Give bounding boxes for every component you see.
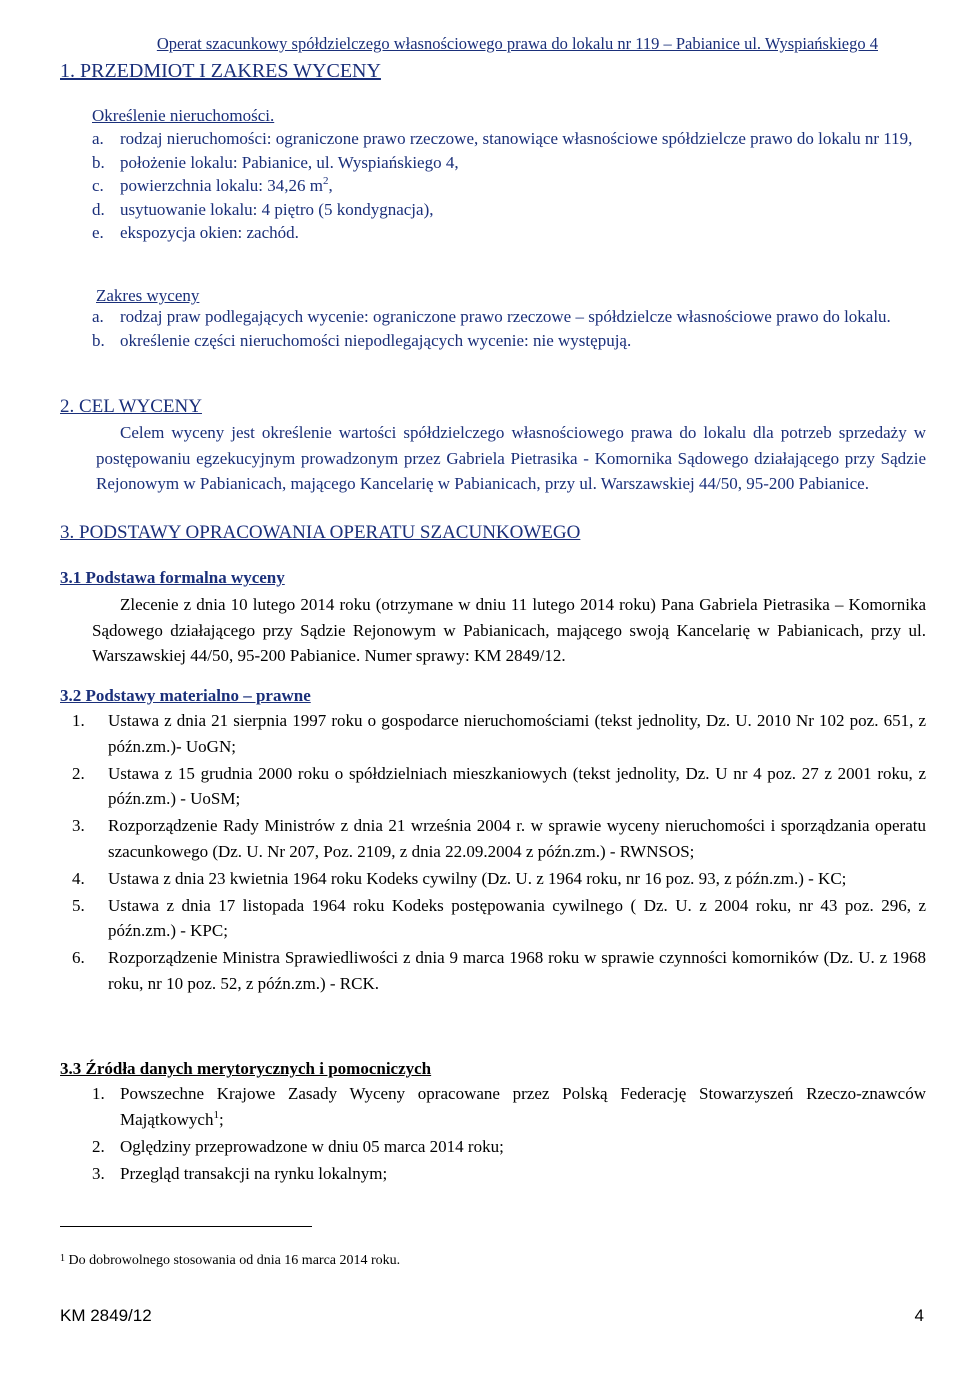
footnote: $^1$ Do dobrowolnego stosowania od dnia 16 marca 2014 roku. bbox=[60, 1253, 401, 1268]
section-3-title: 3. PODSTAWY OPRACOWANIA OPERATU SZACUNKOWEGO bbox=[60, 522, 581, 543]
scope-heading: Zakres wyceny bbox=[96, 286, 200, 305]
s32-heading: 3.2 Podstawy materialno – prawne bbox=[60, 686, 311, 705]
footnote-marker: 1 bbox=[60, 1253, 65, 1264]
list-item: 1. Powszechne Krajowe Zasady Wyceny opracowane przez Polską Federację Stowarzyszeń Rzeczo-znawców Majątkowych$^1$; bbox=[120, 1081, 926, 1132]
s33-heading: 3.3 Źródła danych merytorycznych i pomocniczych bbox=[60, 1059, 432, 1078]
list-item: b. położenie lokalu: Pabianice, ul. Wyspiańskiego 4, bbox=[120, 151, 926, 175]
s31-heading: 3.1 Podstawa formalna wyceny bbox=[60, 568, 285, 587]
footnote-ref: 1 bbox=[213, 1108, 219, 1121]
list-marker: 1. bbox=[92, 1084, 105, 1103]
list-marker: 2. bbox=[72, 763, 85, 783]
list-item: 6. Rozporządzenie Ministra Sprawiedliwości z dnia 9 marca 1968 roku w sprawie czynności komorników (Dz. U. z 1968 roku, nr 10 poz. 52, z późn.zm.) - RCK. bbox=[108, 945, 926, 996]
list-item: b. określenie części nieruchomości niepodlegających wycenie: nie występują. bbox=[120, 329, 926, 353]
list-marker: 6. bbox=[72, 948, 85, 967]
list-item: 2. Ustawa z 15 grudnia 2000 roku o spółdzielniach mieszkaniowych (tekst jednolity, Dz. U nr 4 poz. 27 z 2001 roku, z późn.zm.) - UoSM; bbox=[108, 761, 926, 812]
list-marker: b. bbox=[92, 330, 105, 350]
footnote-separator bbox=[60, 1226, 312, 1227]
footer-page-number: 4 bbox=[914, 1306, 924, 1325]
list-item: e. ekspozycja okien: zachód. bbox=[120, 221, 926, 245]
list-marker: c. bbox=[92, 176, 104, 195]
list-marker: 4. bbox=[72, 868, 85, 888]
superscript: 2 bbox=[323, 175, 329, 187]
list-marker: 1. bbox=[72, 711, 85, 730]
list-item: a. rodzaj praw podlegających wycenie: ograniczone prawo rzeczowe – spółdzielcze własnościowe prawo do lokalu. bbox=[120, 305, 926, 329]
section-1-title: 1. PRZEDMIOT I ZAKRES WYCENY bbox=[60, 60, 381, 82]
list-marker: e. bbox=[92, 223, 104, 242]
list-item: 4. Ustawa z dnia 23 kwietnia 1964 roku Kodeks cywilny (Dz. U. z 1964 roku, nr 16 poz. 93, z późn.zm.) - KC; bbox=[108, 866, 926, 892]
list-marker: 3. bbox=[72, 816, 85, 835]
scope-list bbox=[92, 305, 926, 352]
purpose-paragraph: Celem wyceny jest określenie wartości spółdzielczego własnościowego prawa do lokalu dla potrzeb sprzedaży w postępowaniu egzekucyjnym prowadzonym przez Gabriela Pietrasika - Komornika Sądowego działającego przy Sądzie Rejonowym w Pabianicach, mającego Kancelarię w Pabianicach, przy ul. Warszawskiej 44/50, 95-200 Pabianice. bbox=[96, 423, 926, 493]
sources-list bbox=[92, 1081, 926, 1188]
list-item: d. usytuowanie lokalu: 4 piętro (5 kondygnacja), bbox=[120, 198, 926, 222]
property-heading: Określenie nieruchomości. bbox=[92, 106, 275, 125]
list-marker: 2. bbox=[92, 1136, 105, 1156]
legal-basis-list bbox=[72, 708, 926, 998]
list-item: 1. Ustawa z dnia 21 sierpnia 1997 roku o gospodarce nieruchomościami (tekst jednolity, Dz. U. 2010 Nr 102 poz. 651, z późn.zm.)- UoGN; bbox=[108, 708, 926, 759]
list-marker: a. bbox=[92, 307, 104, 326]
list-item: 5. Ustawa z dnia 17 listopada 1964 roku Kodeks postępowania cywilnego ( Dz. U. z 2004 roku, nr 43 poz. 296, z późn.zm.) - KPC; bbox=[108, 893, 926, 944]
list-item: 2. Oględziny przeprowadzone w dniu 05 marca 2014 roku; bbox=[120, 1134, 926, 1160]
list-marker: d. bbox=[92, 199, 105, 219]
list-item: a. rodzaj nieruchomości: ograniczone prawo rzeczowe, stanowiące własnościowe spółdzielcze prawo do lokalu nr 119, bbox=[120, 127, 926, 151]
property-list bbox=[92, 127, 926, 245]
footer-case-number: KM 2849/12 bbox=[60, 1306, 152, 1325]
list-marker: a. bbox=[92, 129, 104, 148]
section-2-title: 2. CEL WYCENY bbox=[60, 396, 202, 417]
s31-paragraph: Zlecenie z dnia 10 lutego 2014 roku (otrzymane w dniu 11 lutego 2014 roku) Pana Gabriela Pietrasika – Komornika Sądowego działającego przy Sądzie Rejonowym w Pabianicach, mającego swoją Kancelarię w Pabianicach, przy ul. Warszawskiej 44/50, 95-200 Pabianice. Numer sprawy: KM 2849/12. bbox=[92, 595, 926, 665]
running-header: Operat szacunkowy spółdzielczego własnościowego prawa do lokalu nr 119 – Pabianice ul. Wyspiańskiego 4 bbox=[156, 34, 878, 53]
list-item: c. powierzchnia lokalu: 34,26 $m^2$, bbox=[120, 174, 926, 198]
list-marker: 3. bbox=[92, 1163, 105, 1183]
list-item: 3. Przegląd transakcji na rynku lokalnym; bbox=[120, 1161, 926, 1187]
list-marker: 5. bbox=[72, 895, 85, 915]
list-marker: b. bbox=[92, 152, 105, 172]
list-item: 3. Rozporządzenie Rady Ministrów z dnia 21 września 2004 r. w sprawie wyceny nieruchomości i sporządzania operatu szacunkowego (Dz. U. Nr 207, Poz. 2109, z dnia 22.09.2004 z późn.zm.) - RWNSOS; bbox=[108, 813, 926, 864]
